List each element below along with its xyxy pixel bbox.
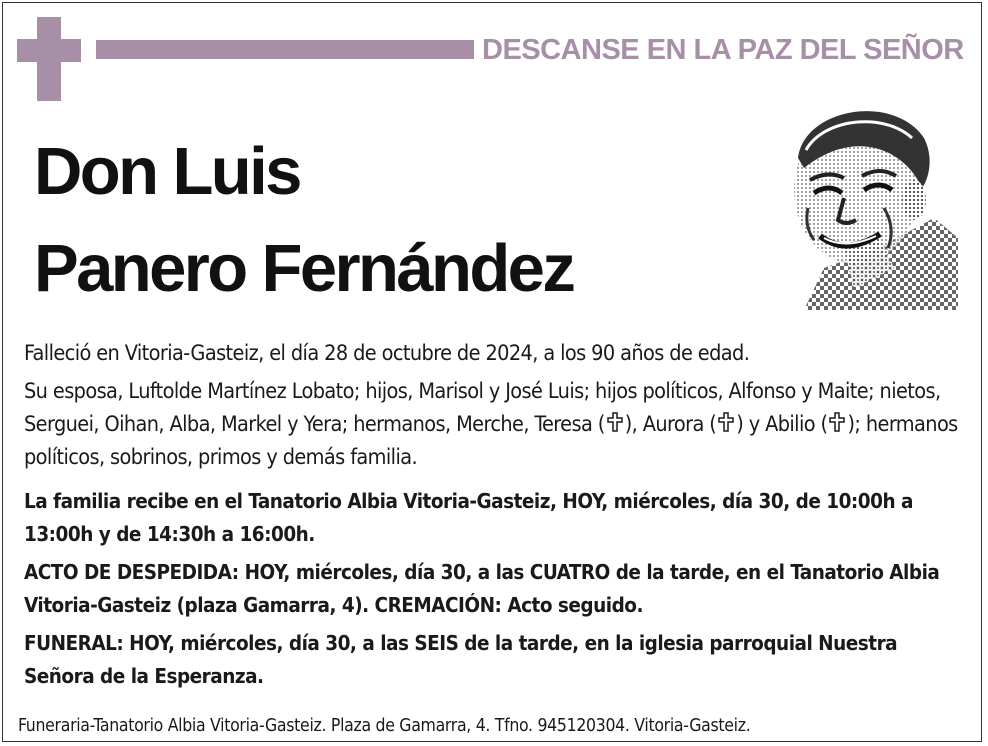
funeral-info: FUNERAL: HOY, miércoles, día 30, a las SEIS de la tarde, en la iglesia parroquial Nuestra Señora de la Esperanza. — [24, 631, 898, 688]
cross-icon — [827, 411, 847, 433]
deceased-name-line-1: Don Luis — [34, 134, 300, 209]
cross-icon — [605, 411, 625, 433]
header-divider-bar — [96, 40, 474, 59]
portrait-photo — [784, 98, 958, 310]
funeral-home-footer: Funeraria-Tanatorio Albia Vitoria-Gasteiz. Plaza de Gamarra, 4. Tfno. 945120304. Vitoria-Gasteiz. — [18, 716, 751, 736]
family-list — [24, 375, 964, 474]
family-list-part-4: ); hermanos políticos, sobrinos, primos y demás familia. — [24, 412, 958, 470]
family-list-part-3: ) y Abilio ( — [736, 412, 828, 437]
family-list-part-1: Su esposa, Luftolde Martínez Lobato; hijos, Marisol y José Luis; hijos políticos, Alfonso y Maite; nietos, Serguei, Oihan, Alba, Markel y Yera; hermanos, Merche, Teresa ( — [24, 379, 941, 437]
family-list-part-2: ), Aurora ( — [624, 412, 717, 437]
farewell-info: ACTO DE DESPEDIDA: HOY, miércoles, día 30, a las CUATRO de la tarde, en el Tanatorio Albia Vitoria-Gasteiz (plaza Gamarra, 4). CREMACIÓN: Acto seguido. — [24, 560, 940, 617]
cross-icon — [716, 411, 736, 433]
visitation-info: La familia recibe en el Tanatorio Albia Vitoria-Gasteiz, HOY, miércoles, día 30, de 10:00h a 13:00h y de 14:30h a 16:00h. — [24, 489, 913, 546]
death-notice: Falleció en Vitoria-Gasteiz, el día 28 de octubre de 2024, a los 90 años de edad. — [24, 341, 750, 366]
header-title: DESCANSE EN LA PAZ DEL SEÑOR — [482, 34, 964, 66]
deceased-name-line-2: Panero Fernández — [34, 231, 574, 306]
